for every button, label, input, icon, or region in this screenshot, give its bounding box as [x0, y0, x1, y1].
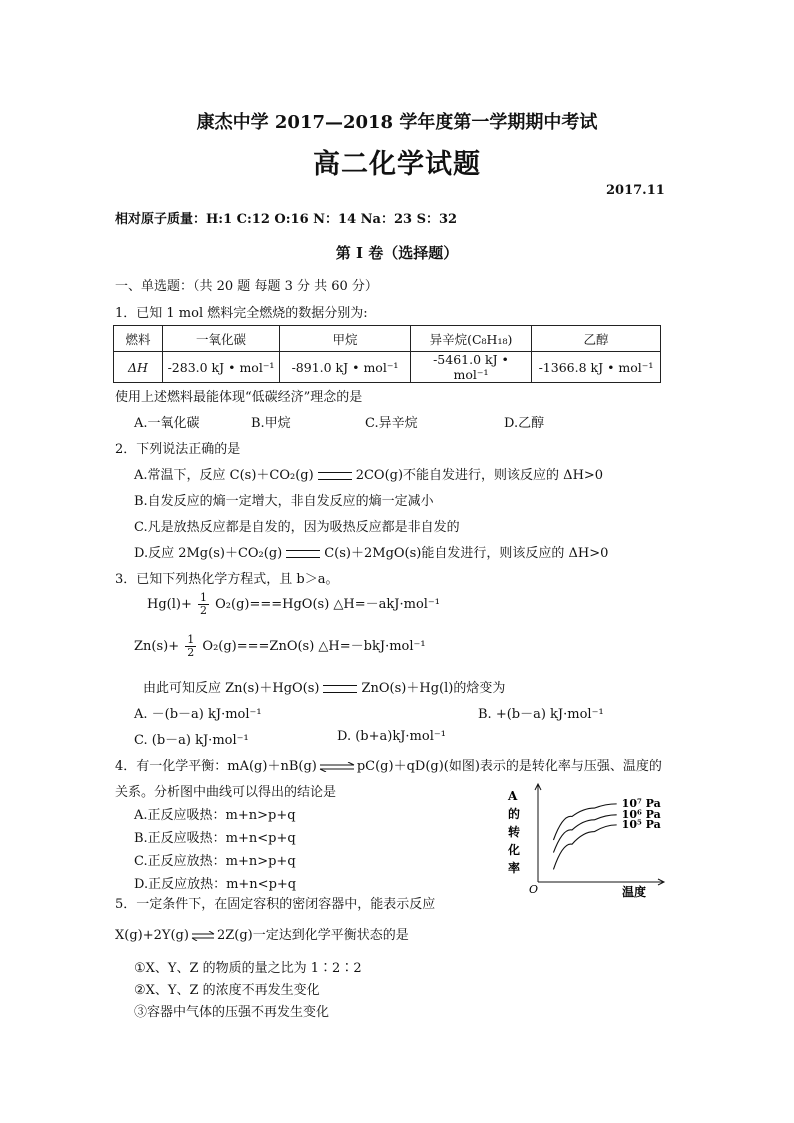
q2-option-d-right: C(s)＋2MgO(s)能自发进行，则该反应的 ΔH>0 — [324, 546, 609, 561]
frac-den: 2 — [200, 604, 207, 617]
table-cell: -5461.0 kJ • mol⁻¹ — [411, 352, 532, 383]
y-axis-label-char: 率 — [508, 861, 521, 875]
q4-option-a: A.正反应吸热：m+n>p+q — [134, 808, 296, 823]
q1-question: 使用上述燃料最能体现“低碳经济”理念的是 — [115, 390, 363, 405]
q4-stem-2: 关系。分析图中曲线可以得出的结论是 — [115, 785, 337, 800]
q2-option-b: B.自发反应的熵一定增大，非自发反应的熵一定减小 — [134, 494, 434, 509]
q3-stem: 3．已知下列热化学方程式，且 b＞a。 — [115, 572, 339, 587]
q1-stem: 1．已知 1 mol 燃料完全燃烧的数据分别为: — [115, 306, 368, 321]
table-header-row — [114, 326, 661, 352]
q2-option-a-right: 2CO(g)不能自发进行，则该反应的 ΔH>0 — [355, 468, 604, 483]
fuel-table — [113, 325, 661, 383]
series-line — [553, 825, 616, 870]
equals-arrow-icon — [286, 550, 320, 558]
q3-equation-2 — [134, 634, 426, 659]
q3-equation-1 — [147, 592, 440, 617]
table-header-cell: 甲烷 — [280, 326, 411, 352]
table-header-cell: 异辛烷(C₈H₁₈) — [411, 326, 532, 352]
q3-option-a: A. －(b－a) kJ·mol⁻¹ — [134, 707, 262, 722]
exam-title: 康杰中学 2017—2018 学年度第一学期期中考试 — [196, 112, 598, 133]
q2-option-d — [134, 542, 608, 561]
q3-option-d: D. (b+a)kJ·mol⁻¹ — [337, 729, 446, 744]
q5-item-1: ①X、Y、Z 的物质的量之比为 1∶2∶2 — [134, 961, 362, 976]
q1-option-a: A.一氧化碳 — [134, 416, 200, 431]
y-axis-label-char: A — [508, 789, 518, 803]
series-label: 10⁷ Pa — [621, 796, 661, 810]
table-header-cell: 乙醇 — [532, 326, 661, 352]
table-header-cell: 一氧化碳 — [163, 326, 280, 352]
section-title: 第 I 卷（选择题） — [335, 244, 459, 262]
equals-arrow-icon — [318, 472, 352, 480]
fraction-half — [185, 634, 196, 659]
conversion-chart — [500, 780, 680, 900]
q4-option-b: B.正反应吸热：m+n<p+q — [134, 831, 296, 846]
origin-label: O — [529, 883, 539, 896]
q5-reaction-right: 2Z(g)一定达到化学平衡状态的是 — [216, 928, 409, 943]
q4-option-d: D.正反应放热：m+n<p+q — [134, 877, 297, 892]
reversible-arrow-icon — [319, 762, 355, 772]
series-label: 10⁶ Pa — [621, 807, 661, 821]
eq2-left: Zn(s)+ — [134, 639, 180, 654]
q2-option-c: C.凡是放热反应都是自发的，因为吸热反应都是非自发的 — [134, 520, 460, 535]
series-label: 10⁵ Pa — [621, 817, 661, 831]
exam-date: 2017.11 — [606, 183, 665, 198]
x-axis-label: 温度 — [622, 885, 647, 899]
frac-num: 1 — [187, 633, 195, 646]
q2-option-a — [134, 464, 603, 483]
y-axis-label-char: 转 — [508, 825, 521, 839]
q4-option-c: C.正反应放热：m+n>p+q — [134, 854, 296, 869]
table-cell: -1366.8 kJ • mol⁻¹ — [532, 352, 661, 383]
q2-option-d-left: D.反应 2Mg(s)＋CO₂(g) — [134, 546, 283, 561]
q5-reaction-left: X(g)+2Y(g) — [115, 928, 189, 943]
table-row-label: ΔH — [114, 352, 163, 383]
q2-option-a-left: A.常温下，反应 C(s)＋CO₂(g) — [134, 468, 314, 483]
q4-stem — [115, 755, 662, 774]
frac-num: 1 — [200, 591, 207, 604]
atomic-masses: 相对原子质量：H:1 C:12 O:16 N：14 Na：23 S：32 — [115, 212, 458, 227]
q3-option-b: B. +(b－a) kJ·mol⁻¹ — [478, 707, 604, 722]
table-header-cell: 燃料 — [114, 326, 163, 352]
q5-stem: 5．一定条件下，在固定容积的密闭容器中，能表示反应 — [115, 897, 436, 912]
q4-stem-right: pC(g)＋qD(g)(如图)表示的是转化率与压强、温度的 — [356, 759, 662, 774]
q1-option-d: D.乙醇 — [504, 416, 545, 431]
q3-derive — [143, 677, 505, 696]
q2-stem: 2．下列说法正确的是 — [115, 442, 241, 457]
q3-option-c: C. (b－a) kJ·mol⁻¹ — [134, 733, 249, 748]
fraction-half — [198, 592, 209, 617]
q5-item-3: ③容器中气体的压强不再发生变化 — [134, 1005, 330, 1020]
equals-arrow-icon — [323, 685, 357, 693]
table-cell: -891.0 kJ • mol⁻¹ — [280, 352, 411, 383]
q4-stem-left: 4．有一化学平衡：mA(g)＋nB(g) — [115, 759, 317, 774]
y-axis-label-char: 的 — [508, 807, 521, 821]
q3-derive-left: 由此可知反应 Zn(s)＋HgO(s) — [143, 681, 320, 696]
part-heading: 一、单选题：（共 20 题 每题 3 分 共 60 分） — [115, 279, 378, 294]
table-row — [114, 352, 661, 383]
q1-option-c: C.异辛烷 — [365, 416, 418, 431]
subject-title: 高二化学试题 — [313, 149, 481, 180]
q5-reaction — [115, 924, 409, 943]
table-cell: -283.0 kJ • mol⁻¹ — [163, 352, 280, 383]
frac-den: 2 — [187, 646, 195, 659]
q1-option-b: B.甲烷 — [251, 416, 291, 431]
q5-item-2: ②X、Y、Z 的浓度不再发生变化 — [134, 983, 320, 998]
y-axis-label-char: 化 — [508, 843, 521, 857]
eq1-left: Hg(l)+ — [147, 597, 192, 612]
q3-derive-right: ZnO(s)＋Hg(l)的焓变为 — [361, 681, 506, 696]
eq2-right: O₂(g)===ZnO(s) △H=－bkJ·mol⁻¹ — [202, 639, 426, 654]
reversible-arrow-icon — [191, 931, 215, 941]
eq1-right: O₂(g)===HgO(s) △H=－akJ·mol⁻¹ — [215, 597, 441, 612]
